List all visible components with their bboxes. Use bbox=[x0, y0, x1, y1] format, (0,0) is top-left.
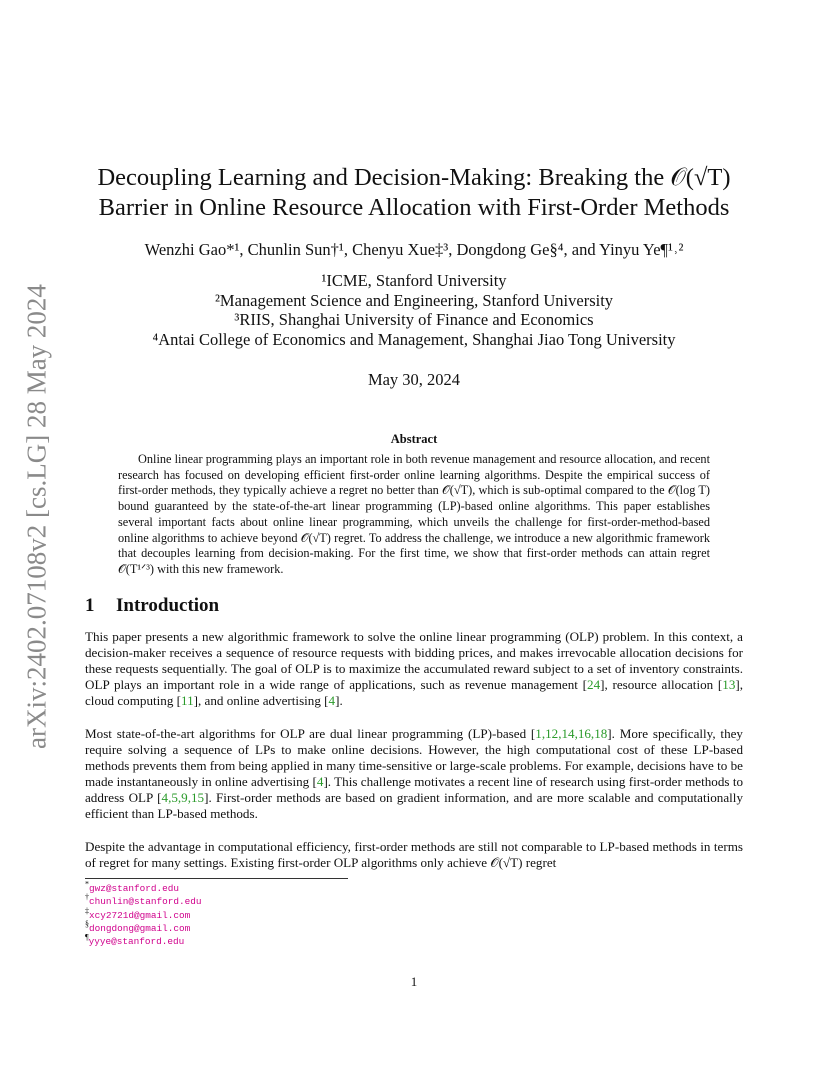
footnote bbox=[85, 906, 202, 922]
citation-link[interactable]: 4,5,9,15 bbox=[161, 790, 205, 806]
citation-link[interactable]: 13 bbox=[722, 677, 736, 693]
paragraph-1 bbox=[85, 629, 743, 709]
title-line-1: Decoupling Learning and Decision-Making: Breaking the 𝒪(√T) bbox=[97, 164, 731, 191]
footnote-mark: * bbox=[85, 879, 89, 889]
footnote bbox=[85, 892, 202, 908]
section-title: Introduction bbox=[116, 595, 220, 616]
title-line-2: Barrier in Online Resource Allocation with First-Order Methods bbox=[98, 194, 730, 221]
p2-text-c: ]. This challenge motivates a recent line of research using first-order methods to address OLP [ bbox=[85, 774, 744, 806]
affiliation-4: ⁴Antai College of Economics and Management, Shanghai Jiao Tong University bbox=[152, 329, 676, 349]
p2-text-d: ]. First-order methods are based on gradient information, and are more scalable and computationally efficient than LP-based methods. bbox=[85, 790, 743, 822]
section-heading bbox=[85, 595, 219, 617]
section-number: 1 bbox=[85, 595, 95, 616]
footnote-divider bbox=[85, 878, 348, 879]
email-link[interactable]: gwz@stanford.edu bbox=[89, 883, 180, 894]
footnote-mark: § bbox=[85, 919, 89, 929]
p1-text-a: This paper presents a new algorithmic framework to solve the online linear programming (OLP) problem. In this context, a decision-maker receives a sequence of resource requests with bidding prices, and makes irrevocable allocation decisions for these requests sequentially. The goal of OLP is to maximize the accumulated reward subject to a set of inventory constraints. OLP plays an important role in a wide range of applications, such as revenue management [ bbox=[85, 629, 743, 693]
citation-link[interactable]: 4 bbox=[316, 774, 324, 790]
p1-text-e: ]. bbox=[335, 693, 343, 709]
p1-text-c: ], cloud computing [ bbox=[85, 677, 743, 709]
footnotes bbox=[85, 879, 202, 948]
footnote bbox=[85, 879, 202, 895]
author-list: Wenzhi Gao*¹, Chunlin Sun†¹, Chenyu Xue‡³, Dongdong Ge§⁴, and Yinyu Ye¶¹˒² bbox=[144, 240, 684, 259]
p2-text-a: Most state-of-the-art algorithms for OLP are dual linear programming (LP)-based [ bbox=[85, 726, 536, 741]
email-link[interactable]: dongdong@gmail.com bbox=[89, 922, 191, 934]
abstract-heading: Abstract bbox=[390, 432, 438, 446]
footnote bbox=[85, 932, 202, 948]
footnote-mark: † bbox=[85, 892, 89, 902]
affiliation-2: ²Management Science and Engineering, Stanford University bbox=[214, 290, 614, 310]
affiliation-1: ¹ICME, Stanford University bbox=[321, 271, 507, 290]
footnote-mark: ¶ bbox=[85, 932, 89, 942]
citation-link[interactable]: 4 bbox=[328, 693, 336, 709]
affiliation-3: ³RIIS, Shanghai University of Finance and Economics bbox=[234, 310, 594, 329]
citation-link[interactable]: 11 bbox=[181, 693, 194, 709]
arxiv-identifier-sidebar: arXiv:2402.07108v2 [cs.LG] 28 May 2024 bbox=[21, 284, 52, 750]
p1-text-b: ], resource allocation [ bbox=[600, 677, 723, 693]
footnote bbox=[85, 919, 202, 935]
email-link[interactable]: yyye@stanford.edu bbox=[88, 936, 185, 948]
email-link[interactable]: xcy2721d@gmail.com bbox=[89, 909, 191, 921]
email-link[interactable]: chunlin@stanford.edu bbox=[89, 896, 202, 908]
citation-link[interactable]: 1,12,14,16,18 bbox=[535, 726, 608, 741]
paper-date: May 30, 2024 bbox=[367, 370, 461, 389]
footnote-mark: ‡ bbox=[85, 906, 89, 916]
paragraph-3: Despite the advantage in computational efficiency, first-order methods are still not comparable to LP-based methods in terms of regret for many settings. Existing first-order OLP algorithms only achieve 𝒪(√T) regret bbox=[85, 839, 743, 871]
citation-link[interactable]: 24 bbox=[587, 677, 601, 693]
abstract-text: Online linear programming plays an important role in both revenue management and resource allocation, and recent research has focused on developing efficient first-order online learning algorithms. Despite the empirical success of first-order methods, they typically achieve a regret no better than 𝒪(√T), which is sub-optimal compared to the 𝒪(log T) bound guaranteed by the state-of-the-art linear programming (LP)-based online algorithms. This paper establishes several important facts about online linear programming, which unveils the challenge for first-order-method-based online algorithms to achieve beyond 𝒪(√T) regret. To address the challenge, we introduce a new algorithmic framework that decouples learning from decision-making. For the first time, we show that first-order methods can attain regret 𝒪(T¹ᐟ³) with this new framework. bbox=[118, 452, 710, 576]
paragraph-2 bbox=[85, 726, 743, 823]
page-number: 1 bbox=[410, 974, 418, 989]
p2-text-b: ]. More specifically, they require solving a sequence of LPs to make online decisions. However, the high computational cost of these LP-based methods prevents them from being applied in many time-sensitive or large-scale problems. For example, decisions have to be made instantaneously in online advertising [ bbox=[85, 726, 743, 790]
p1-text-d: ], and online advertising [ bbox=[193, 693, 329, 709]
paper-title bbox=[60, 163, 768, 223]
affiliations bbox=[60, 271, 768, 349]
